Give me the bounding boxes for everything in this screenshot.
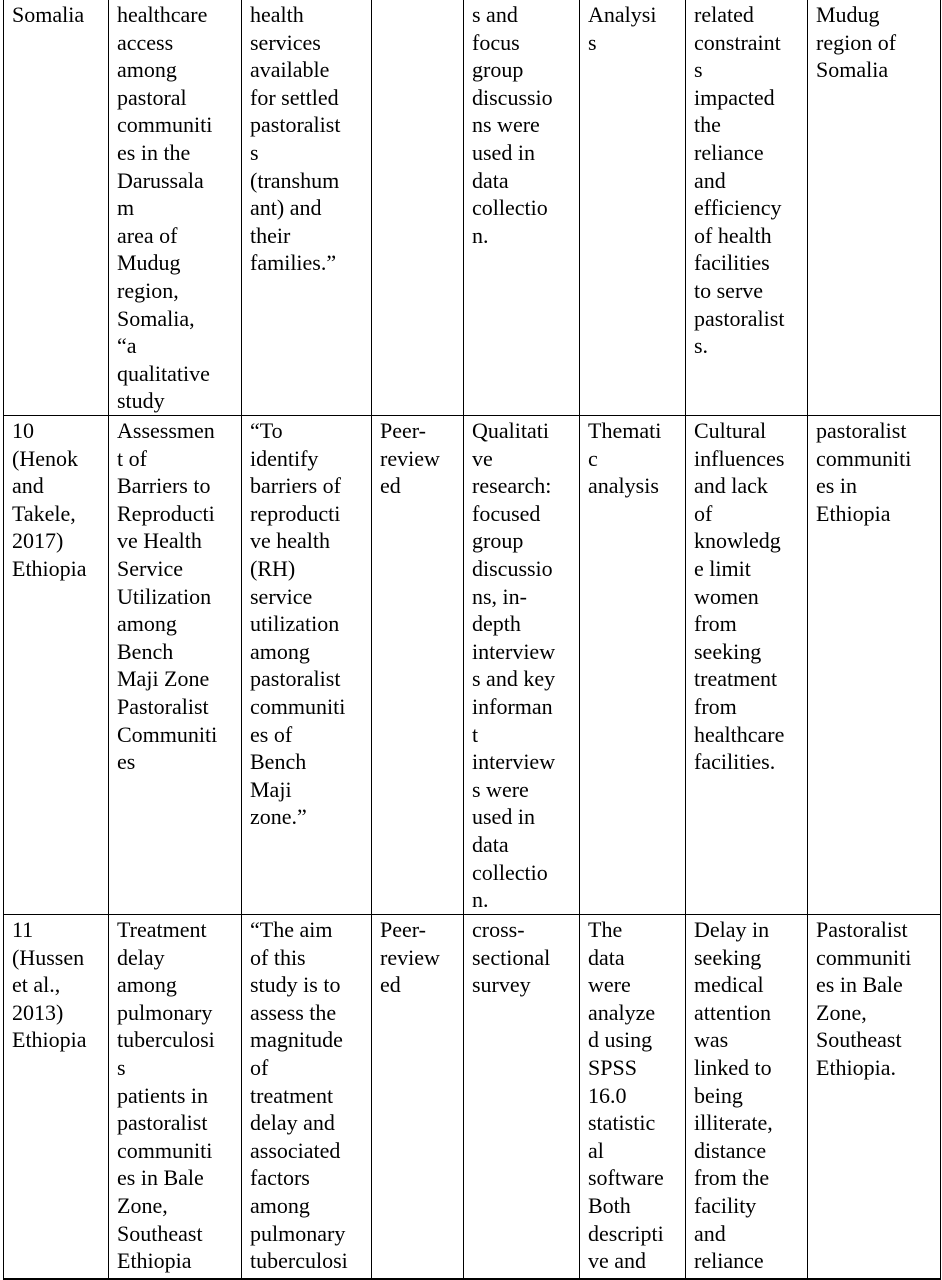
study-cell: 11 (Hussen et al., 2013) Ethiopia [4, 915, 109, 1279]
analysis-cell: The data were analyze d using SPSS 16.0 statistic al software Both descripti ve and [580, 915, 686, 1279]
analysis-cell: Themati c analysis [580, 416, 686, 915]
objective-cell: “To identify barriers of reproducti ve health (RH) service utilization among pastoralist communiti es of Bench Maji zone.” [242, 416, 372, 915]
type-cell: Peer- review ed [372, 416, 464, 915]
findings-cell: Cultural influences and lack of knowledg e limit women from seeking treatment from healthcare facilities. [686, 416, 808, 915]
findings-cell: Delay in seeking medical attention was linked to being illiterate, distance from the facility and reliance [686, 915, 808, 1279]
design-cell: cross- sectional survey [464, 915, 580, 1279]
setting-cell: Pastoralist communiti es in Bale Zone, Southeast Ethiopia. [808, 915, 941, 1279]
design-cell: Qualitati ve research: focused group discussio ns, in- depth interview s and key informan t interview s were used in data collectio n. [464, 416, 580, 915]
studies-table [3, 0, 941, 1280]
design-cell: s and focus group discussio ns were used in data collectio n. [464, 0, 580, 416]
objective-cell: “The aim of this study is to assess the magnitude of treatment delay and associated factors among pulmonary tuberculosi [242, 915, 372, 1279]
table-row [4, 416, 941, 915]
title-cell: Assessmen t of Barriers to Reproducti ve Health Service Utilization among Bench Maji Zone Pastoralist Communiti es [109, 416, 242, 915]
setting-cell: Mudug region of Somalia [808, 0, 941, 416]
study-cell: 10 (Henok and Takele, 2017) Ethiopia [4, 416, 109, 915]
analysis-cell: Analysi s [580, 0, 686, 416]
table-row [4, 0, 941, 416]
title-cell: healthcare access among pastoral communiti es in the Darussala m area of Mudug region, Somalia, “a qualitative study [109, 0, 242, 416]
study-cell: Somalia [4, 0, 109, 416]
objective-cell: health services available for settled pastoralist s (transhum ant) and their families.” [242, 0, 372, 416]
table-row [4, 915, 941, 1279]
type-cell: Peer- review ed [372, 915, 464, 1279]
type-cell [372, 0, 464, 416]
setting-cell: pastoralist communiti es in Ethiopia [808, 416, 941, 915]
title-cell: Treatment delay among pulmonary tuberculosi s patients in pastoralist communiti es in Bale Zone, Southeast Ethiopia [109, 915, 242, 1279]
findings-cell: related constraint s impacted the reliance and efficiency of health facilities to serve pastoralist s. [686, 0, 808, 416]
